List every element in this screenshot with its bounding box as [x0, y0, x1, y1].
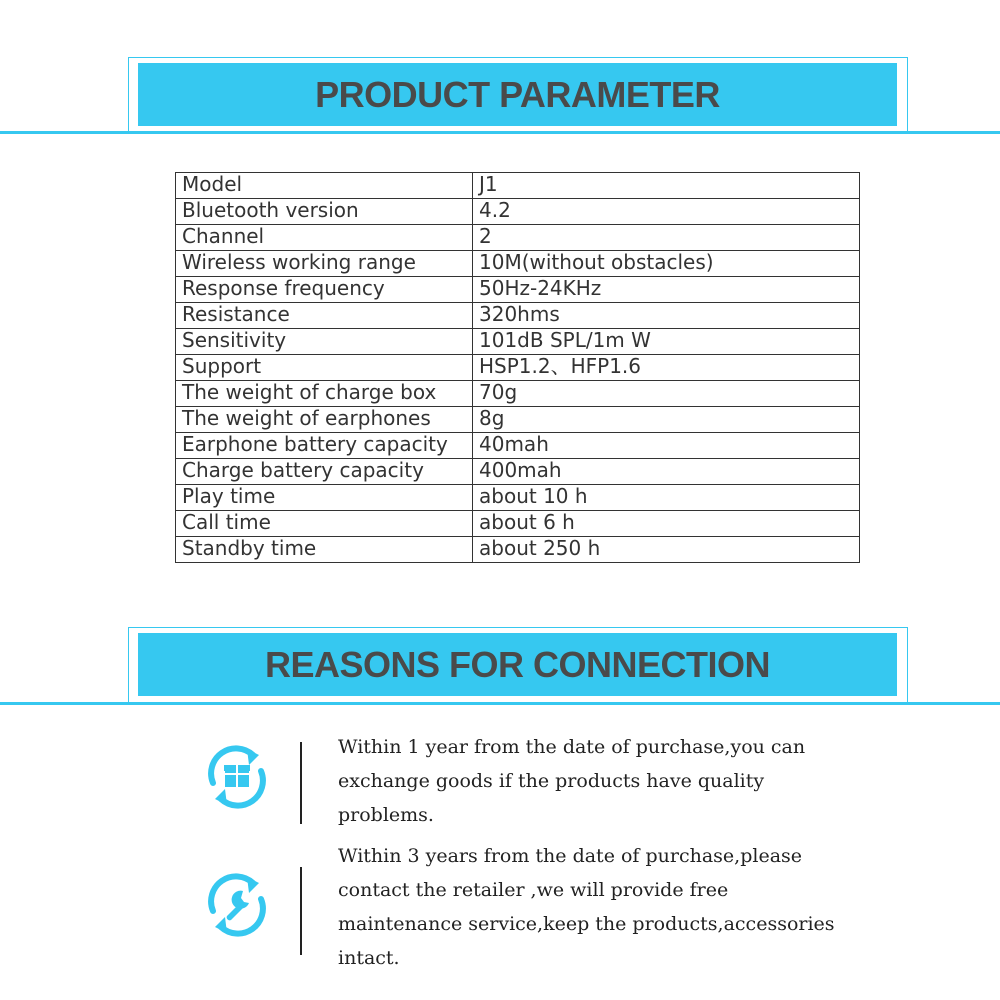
reason-item-maintenance	[0, 839, 1000, 979]
reason-line: Within 3 years from the date of purchase,please	[338, 845, 803, 867]
reasons-section-title: REASONS FOR CONNECTION	[264, 643, 771, 685]
param-value-cell: 10M(without obstacles)	[473, 251, 860, 277]
param-value-cell: 4.2	[473, 199, 860, 225]
parameter-banner	[138, 63, 897, 126]
parameter-banner-underline	[0, 131, 1000, 134]
table-row	[176, 407, 860, 433]
reason-text	[338, 839, 838, 975]
table-row	[176, 199, 860, 225]
table-row	[176, 303, 860, 329]
param-name-cell: Bluetooth version	[176, 199, 473, 225]
table-row	[176, 329, 860, 355]
param-value-cell: about 6 h	[473, 511, 860, 537]
param-value-cell: 70g	[473, 381, 860, 407]
reason-line: problems.	[338, 804, 434, 826]
param-name-cell: The weight of earphones	[176, 407, 473, 433]
reasons-banner-underline	[0, 702, 1000, 705]
param-name-cell: Model	[176, 173, 473, 199]
param-value-cell: 40mah	[473, 433, 860, 459]
param-value-cell: about 250 h	[473, 537, 860, 563]
reason-item-exchange	[0, 730, 1000, 830]
product-parameter-table	[175, 172, 860, 563]
table-row	[176, 251, 860, 277]
table-row	[176, 433, 860, 459]
table-row	[176, 459, 860, 485]
reason-line: maintenance service,keep the products,accessories	[338, 913, 835, 935]
reason-line: Within 1 year from the date of purchase,you can	[338, 736, 806, 758]
param-name-cell: The weight of charge box	[176, 381, 473, 407]
param-name-cell: Wireless working range	[176, 251, 473, 277]
table-row	[176, 511, 860, 537]
table-row	[176, 173, 860, 199]
reason-line: intact.	[338, 947, 400, 969]
param-value-cell: about 10 h	[473, 485, 860, 511]
table-row	[176, 485, 860, 511]
param-name-cell: Channel	[176, 225, 473, 251]
param-value-cell: 50Hz-24KHz	[473, 277, 860, 303]
param-name-cell: Call time	[176, 511, 473, 537]
param-value-cell: 320hms	[473, 303, 860, 329]
param-name-cell: Response frequency	[176, 277, 473, 303]
table-row	[176, 537, 860, 563]
exchange-icon	[203, 743, 271, 815]
table-row	[176, 355, 860, 381]
param-value-cell: J1	[473, 173, 860, 199]
param-value-cell: 2	[473, 225, 860, 251]
table-row	[176, 381, 860, 407]
param-value-cell: HSP1.2、HFP1.6	[473, 355, 860, 381]
param-name-cell: Earphone battery capacity	[176, 433, 473, 459]
reasons-banner	[138, 633, 897, 696]
param-name-cell: Standby time	[176, 537, 473, 563]
table-row	[176, 277, 860, 303]
reason-text	[338, 730, 838, 832]
reason-divider	[300, 742, 302, 824]
param-name-cell: Sensitivity	[176, 329, 473, 355]
param-value-cell: 400mah	[473, 459, 860, 485]
param-value-cell: 8g	[473, 407, 860, 433]
table-row	[176, 225, 860, 251]
reason-divider	[300, 867, 302, 955]
parameter-section-title: PRODUCT PARAMETER	[315, 73, 720, 115]
maintenance-wrench-icon	[203, 869, 271, 945]
param-name-cell: Resistance	[176, 303, 473, 329]
param-name-cell: Support	[176, 355, 473, 381]
param-name-cell: Charge battery capacity	[176, 459, 473, 485]
reason-line: contact the retailer ,we will provide free	[338, 879, 729, 901]
reason-line: exchange goods if the products have quality	[338, 770, 765, 792]
param-name-cell: Play time	[176, 485, 473, 511]
param-value-cell: 101dB SPL/1m W	[473, 329, 860, 355]
